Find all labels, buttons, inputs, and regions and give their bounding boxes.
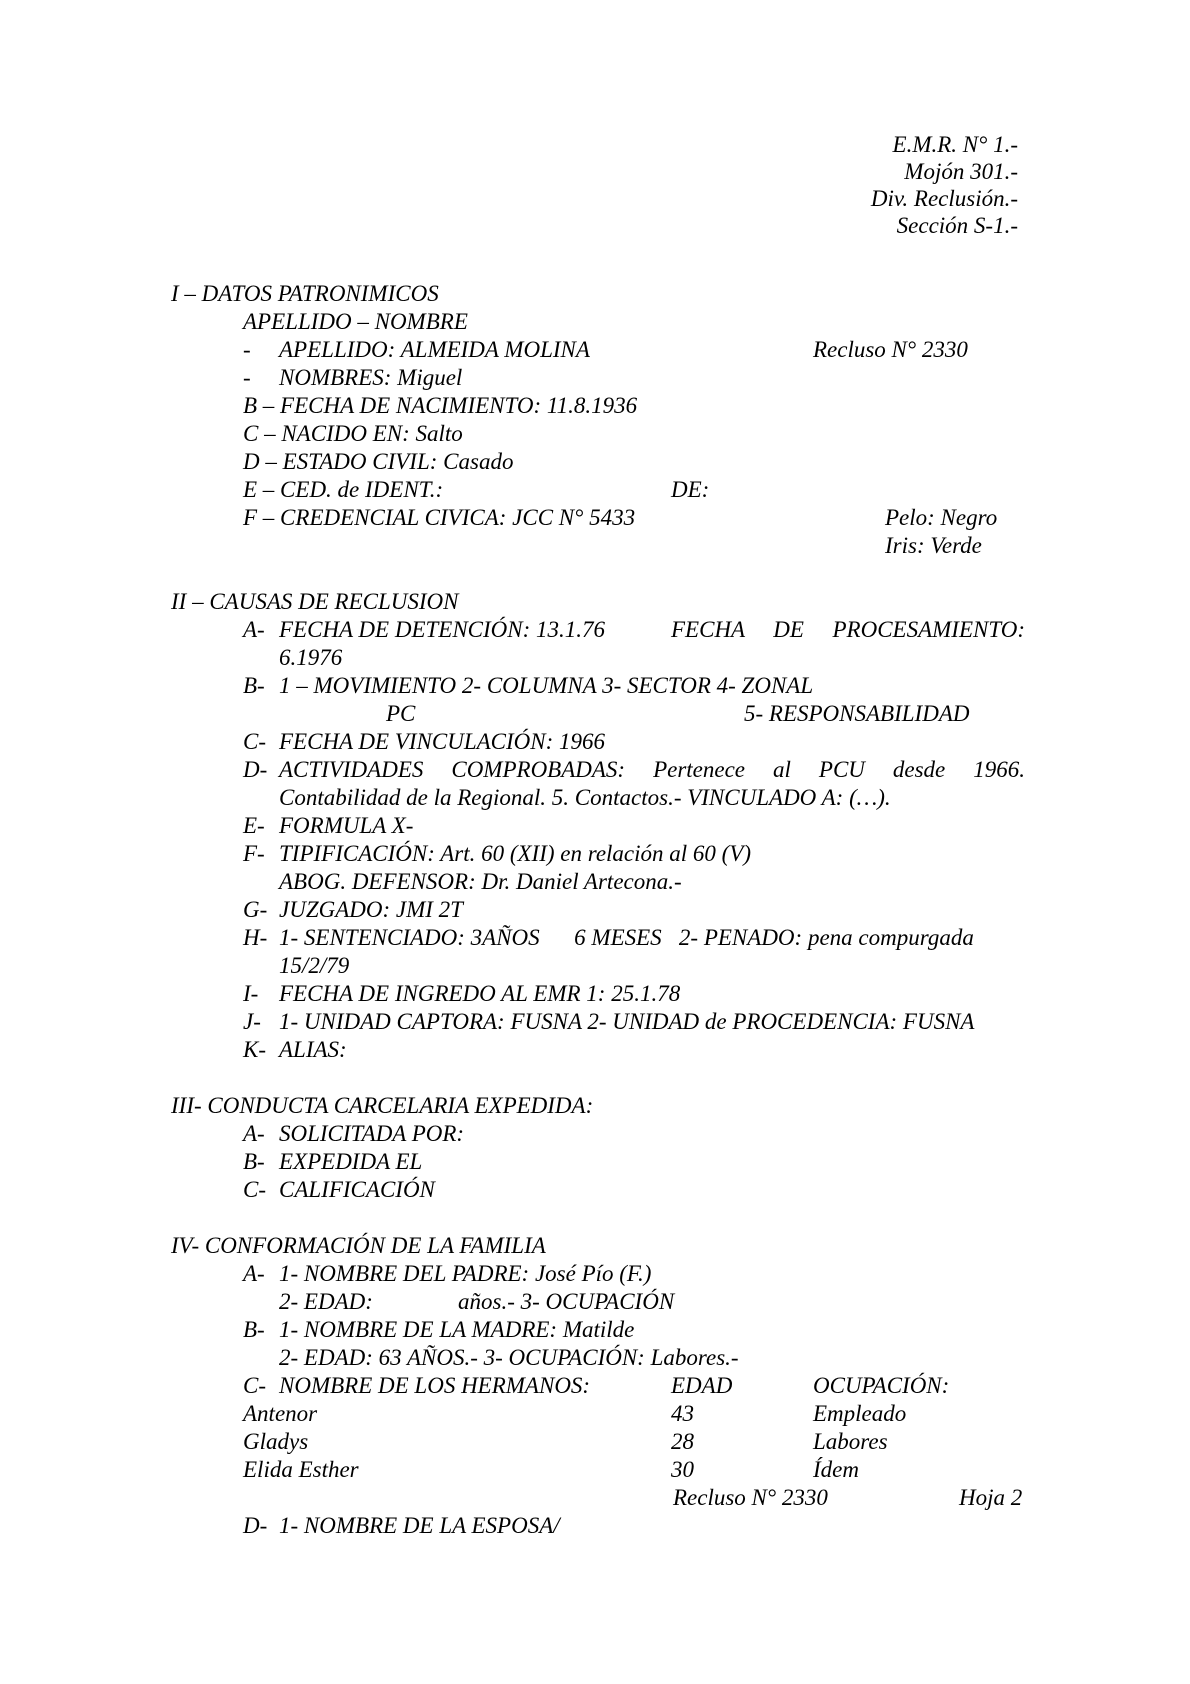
solicitada-por-field: SOLICITADA POR:	[279, 1121, 465, 1146]
edad-madre-field: 2- EDAD: 63 AÑOS.- 3- OCUPACIÓN: Labores.-	[279, 1345, 739, 1370]
item-letter: A-	[243, 617, 265, 642]
fecha-nacimiento-field: B – FECHA DE NACIMIENTO: 11.8.1936	[243, 393, 638, 418]
item-letter: I-	[243, 981, 259, 1006]
item-letter: B-	[243, 673, 265, 698]
header-line-4: Sección S-1.-	[896, 213, 1018, 238]
sibling-age: 43	[671, 1401, 694, 1426]
organizacion-pc: PC	[386, 701, 416, 726]
nombre-madre-field: 1- NOMBRE DE LA MADRE: Matilde	[279, 1317, 635, 1342]
sibling-name: Antenor	[243, 1401, 318, 1426]
bullet-dash: -	[243, 337, 251, 362]
nombres-field: NOMBRES: Miguel	[279, 365, 463, 390]
recluso-number: Recluso N° 2330	[813, 337, 968, 362]
page-footer-hoja: Hoja 2	[959, 1485, 1023, 1510]
item-letter: C-	[243, 1177, 266, 1202]
sibling-occupation: Ídem	[813, 1457, 859, 1482]
fecha-ingreso-field: FECHA DE INGREDO AL EMR 1: 25.1.78	[279, 981, 681, 1006]
formula-field: FORMULA X-	[279, 813, 414, 838]
section-4-title: IV- CONFORMACIÓN DE LA FAMILIA	[171, 1233, 546, 1258]
header-line-3: Div. Reclusión.-	[870, 186, 1018, 211]
sibling-name: Elida Esther	[243, 1457, 359, 1482]
edad-padre-field: 2- EDAD:	[279, 1289, 373, 1314]
actividades-line-2: Contabilidad de la Regional. 5. Contactos.- VINCULADO A: (…).	[279, 785, 891, 810]
section-1-title: I – DATOS PATRONIMICOS	[171, 281, 439, 306]
responsabilidad-field: 5- RESPONSABILIDAD	[744, 701, 970, 726]
sibling-occupation: Empleado	[813, 1401, 907, 1426]
item-letter: D-	[243, 1513, 268, 1538]
actividades-line-1: ACTIVIDADES COMPROBADAS: Pertenece al PCU desde 1966.	[279, 757, 1025, 782]
bullet-dash: -	[243, 365, 251, 390]
sibling-age: 28	[671, 1429, 694, 1454]
sibling-name: Gladys	[243, 1429, 309, 1454]
apellido-nombre-heading: APELLIDO – NOMBRE	[243, 309, 468, 334]
abogado-defensor-field: ABOG. DEFENSOR: Dr. Daniel Artecona.-	[279, 869, 682, 894]
nombre-esposa-field: 1- NOMBRE DE LA ESPOSA/	[279, 1513, 560, 1538]
sibling-age: 30	[671, 1457, 694, 1482]
fecha-procesamiento-field: FECHA DE PROCESAMIENTO:	[671, 617, 1025, 642]
unidad-captora-field: 1- UNIDAD CAPTORA: FUSNA 2- UNIDAD de PROCEDENCIA: FUSNA	[279, 1009, 975, 1034]
item-letter: A-	[243, 1121, 265, 1146]
fecha-vinculacion-field: FECHA DE VINCULACIÓN: 1966	[279, 729, 606, 754]
item-letter: B-	[243, 1317, 265, 1342]
item-letter: E-	[243, 813, 265, 838]
nombre-padre-field: 1- NOMBRE DEL PADRE: José Pío (F.)	[279, 1261, 652, 1286]
item-letter: C-	[243, 1373, 266, 1398]
item-letter: G-	[243, 897, 268, 922]
section-2-title: II – CAUSAS DE RECLUSION	[171, 589, 459, 614]
item-letter: J-	[243, 1009, 261, 1034]
ocupacion-padre-field: años.- 3- OCUPACIÓN	[458, 1289, 675, 1314]
credencial-field: F – CREDENCIAL CIVICA: JCC N° 5433	[243, 505, 636, 530]
sibling-occupation: Labores	[813, 1429, 888, 1454]
item-letter: H-	[243, 925, 268, 950]
tipificacion-field: TIPIFICACIÓN: Art. 60 (XII) en relación al 60 (V)	[279, 841, 752, 866]
hermanos-header-ocupacion: OCUPACIÓN:	[813, 1373, 950, 1398]
apellido-field: APELLIDO: ALMEIDA MOLINA	[279, 337, 590, 362]
pelo-field: Pelo: Negro	[885, 505, 998, 530]
page-footer-recluso: Recluso N° 2330	[673, 1485, 828, 1510]
expedida-el-field: EXPEDIDA EL	[279, 1149, 423, 1174]
item-letter: F-	[243, 841, 265, 866]
iris-field: Iris: Verde	[885, 533, 982, 558]
item-letter: C-	[243, 729, 266, 754]
fecha-detencion-field: FECHA DE DETENCIÓN: 13.1.76	[279, 617, 606, 642]
item-letter: D-	[243, 757, 268, 782]
cedula-de-field: DE:	[671, 477, 710, 502]
item-letter: A-	[243, 1261, 265, 1286]
item-letter: K-	[243, 1037, 266, 1062]
header-line-2: Mojón 301.-	[904, 159, 1018, 184]
cedula-field: E – CED. de IDENT.:	[243, 477, 444, 502]
juzgado-field: JUZGADO: JMI 2T	[279, 897, 463, 922]
header-line-1: E.M.R. N° 1.-	[892, 132, 1018, 157]
alias-field: ALIAS:	[279, 1037, 347, 1062]
fecha-procesamiento-value: 6.1976	[279, 645, 343, 670]
organizacion-line: 1 – MOVIMIENTO 2- COLUMNA 3- SECTOR 4- ZONAL	[279, 673, 814, 698]
estado-civil-field: D – ESTADO CIVIL: Casado	[243, 449, 514, 474]
sentencia-line-1: 1- SENTENCIADO: 3AÑOS 6 MESES 2- PENADO: pena compurgada	[279, 925, 974, 950]
calificacion-field: CALIFICACIÓN	[279, 1177, 435, 1202]
section-3-title: III- CONDUCTA CARCELARIA EXPEDIDA:	[171, 1093, 594, 1118]
nacido-en-field: C – NACIDO EN: Salto	[243, 421, 463, 446]
item-letter: B-	[243, 1149, 265, 1174]
hermanos-header-name: NOMBRE DE LOS HERMANOS:	[279, 1373, 591, 1398]
sentencia-line-2: 15/2/79	[279, 953, 350, 978]
hermanos-header-edad: EDAD	[671, 1373, 733, 1398]
